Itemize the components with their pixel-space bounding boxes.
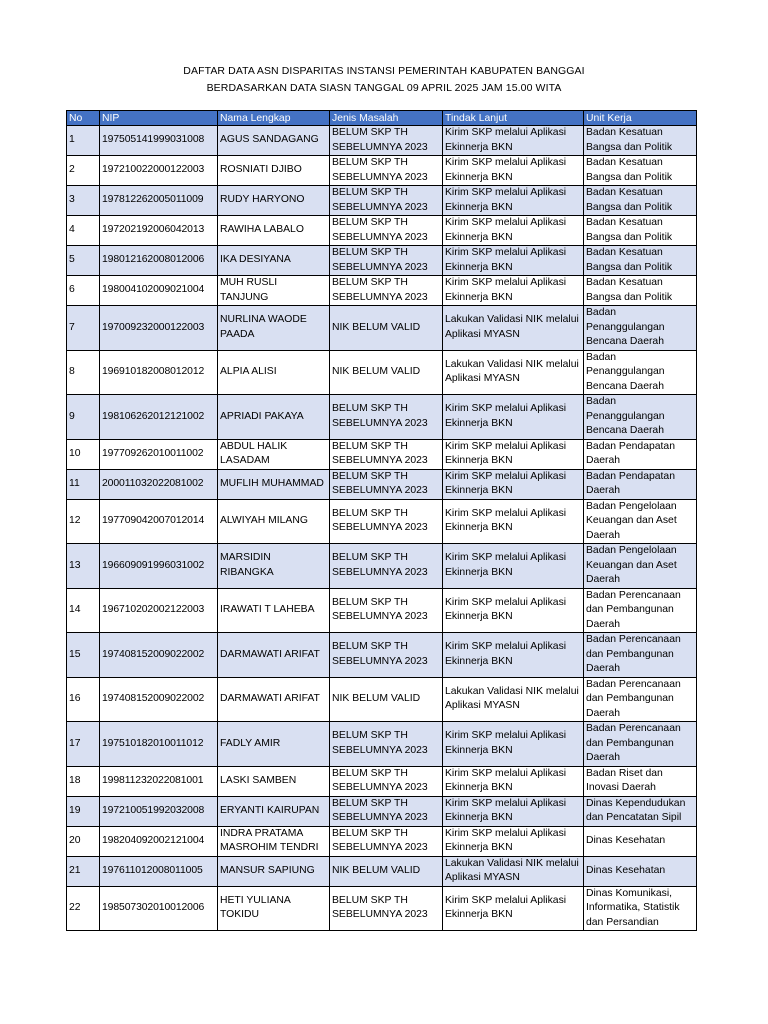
cell-nip: 197812262005011009 xyxy=(100,186,218,216)
cell-nama-lengkap: AGUS SANDAGANG xyxy=(218,126,330,156)
cell-unit-kerja: Badan Kesatuan Bangsa dan Politik xyxy=(584,126,697,156)
cell-unit-kerja: Badan Riset dan Inovasi Daerah xyxy=(584,766,697,796)
document-title xyxy=(0,63,768,97)
cell-nama-lengkap: IRAWATI T LAHEBA xyxy=(218,588,330,633)
cell-nip: 198507302010012006 xyxy=(100,886,218,931)
cell-tindak-lanjut: Kirim SKP melalui Aplikasi Ekinnerja BKN xyxy=(443,276,584,306)
table-row xyxy=(67,856,697,886)
table-row xyxy=(67,469,697,499)
cell-nama-lengkap: MUFLIH MUHAMMAD xyxy=(218,469,330,499)
cell-tindak-lanjut: Kirim SKP melalui Aplikasi Ekinnerja BKN xyxy=(443,633,584,678)
cell-jenis-masalah: BELUM SKP TH SEBELUMNYA 2023 xyxy=(330,722,443,767)
cell-nip: 198204092002121004 xyxy=(100,826,218,856)
cell-no: 12 xyxy=(67,499,100,544)
cell-nama-lengkap: ALWIYAH MILANG xyxy=(218,499,330,544)
cell-tindak-lanjut: Kirim SKP melalui Aplikasi Ekinnerja BKN xyxy=(443,886,584,931)
cell-nip: 197505141999031008 xyxy=(100,126,218,156)
cell-unit-kerja: Badan Perencanaan dan Pembangunan Daerah xyxy=(584,633,697,678)
cell-tindak-lanjut: Kirim SKP melalui Aplikasi Ekinnerja BKN xyxy=(443,395,584,440)
cell-nip: 200011032022081002 xyxy=(100,469,218,499)
cell-unit-kerja: Badan Pendapatan Daerah xyxy=(584,439,697,469)
header-unit-kerja: Unit Kerja xyxy=(584,111,697,126)
cell-unit-kerja: Badan Penanggulangan Bencana Daerah xyxy=(584,350,697,395)
cell-nip: 197009232000122003 xyxy=(100,306,218,351)
table-row xyxy=(67,766,697,796)
cell-unit-kerja: Badan Perencanaan dan Pembangunan Daerah xyxy=(584,722,697,767)
table-row xyxy=(67,588,697,633)
cell-nama-lengkap: MANSUR SAPIUNG xyxy=(218,856,330,886)
cell-jenis-masalah: BELUM SKP TH SEBELUMNYA 2023 xyxy=(330,126,443,156)
cell-jenis-masalah: NIK BELUM VALID xyxy=(330,677,443,722)
cell-no: 8 xyxy=(67,350,100,395)
cell-no: 20 xyxy=(67,826,100,856)
table-row xyxy=(67,156,697,186)
cell-nip: 197202192006042013 xyxy=(100,216,218,246)
cell-nip: 199811232022081001 xyxy=(100,766,218,796)
cell-no: 3 xyxy=(67,186,100,216)
cell-tindak-lanjut: Kirim SKP melalui Aplikasi Ekinnerja BKN xyxy=(443,544,584,589)
table-row xyxy=(67,722,697,767)
cell-no: 17 xyxy=(67,722,100,767)
cell-no: 6 xyxy=(67,276,100,306)
cell-nama-lengkap: RAWIHA LABALO xyxy=(218,216,330,246)
cell-nama-lengkap: ALPIA ALISI xyxy=(218,350,330,395)
header-jenis-masalah: Jenis Masalah xyxy=(330,111,443,126)
cell-jenis-masalah: BELUM SKP TH SEBELUMNYA 2023 xyxy=(330,186,443,216)
table-row xyxy=(67,677,697,722)
table-row xyxy=(67,186,697,216)
cell-nama-lengkap: ABDUL HALIK LASADAM xyxy=(218,439,330,469)
table-row xyxy=(67,796,697,826)
cell-nama-lengkap: MARSIDIN RIBANGKA xyxy=(218,544,330,589)
cell-jenis-masalah: BELUM SKP TH SEBELUMNYA 2023 xyxy=(330,826,443,856)
cell-nama-lengkap: HETI YULIANA TOKIDU xyxy=(218,886,330,931)
table-row xyxy=(67,439,697,469)
cell-nip: 197210022000122003 xyxy=(100,156,218,186)
cell-nip: 197611012008011005 xyxy=(100,856,218,886)
cell-no: 1 xyxy=(67,126,100,156)
cell-unit-kerja: Badan Pengelolaan Keuangan dan Aset Daerah xyxy=(584,544,697,589)
cell-unit-kerja: Badan Kesatuan Bangsa dan Politik xyxy=(584,246,697,276)
cell-jenis-masalah: BELUM SKP TH SEBELUMNYA 2023 xyxy=(330,276,443,306)
cell-tindak-lanjut: Kirim SKP melalui Aplikasi Ekinnerja BKN xyxy=(443,588,584,633)
cell-nama-lengkap: MUH RUSLI TANJUNG xyxy=(218,276,330,306)
cell-no: 10 xyxy=(67,439,100,469)
cell-jenis-masalah: BELUM SKP TH SEBELUMNYA 2023 xyxy=(330,588,443,633)
cell-tindak-lanjut: Kirim SKP melalui Aplikasi Ekinnerja BKN xyxy=(443,766,584,796)
cell-no: 22 xyxy=(67,886,100,931)
cell-nip: 197408152009022002 xyxy=(100,633,218,678)
cell-unit-kerja: Badan Kesatuan Bangsa dan Politik xyxy=(584,186,697,216)
cell-nip: 197510182010011012 xyxy=(100,722,218,767)
cell-tindak-lanjut: Kirim SKP melalui Aplikasi Ekinnerja BKN xyxy=(443,216,584,246)
cell-unit-kerja: Dinas Komunikasi, Informatika, Statistik dan Persandian xyxy=(584,886,697,931)
cell-jenis-masalah: NIK BELUM VALID xyxy=(330,306,443,351)
title-line-2: BERDASARKAN DATA SIASN TANGGAL 09 APRIL 2025 JAM 15.00 WITA xyxy=(206,82,562,94)
cell-nama-lengkap: DARMAWATI ARIFAT xyxy=(218,677,330,722)
cell-jenis-masalah: BELUM SKP TH SEBELUMNYA 2023 xyxy=(330,216,443,246)
cell-jenis-masalah: BELUM SKP TH SEBELUMNYA 2023 xyxy=(330,886,443,931)
cell-no: 21 xyxy=(67,856,100,886)
cell-tindak-lanjut: Kirim SKP melalui Aplikasi Ekinnerja BKN xyxy=(443,439,584,469)
cell-nama-lengkap: INDRA PRATAMA MASROHIM TENDRI xyxy=(218,826,330,856)
cell-jenis-masalah: BELUM SKP TH SEBELUMNYA 2023 xyxy=(330,544,443,589)
cell-nip: 198012162008012006 xyxy=(100,246,218,276)
table-row xyxy=(67,276,697,306)
cell-unit-kerja: Badan Perencanaan dan Pembangunan Daerah xyxy=(584,677,697,722)
cell-tindak-lanjut: Kirim SKP melalui Aplikasi Ekinnerja BKN xyxy=(443,469,584,499)
table-row xyxy=(67,633,697,678)
cell-tindak-lanjut: Kirim SKP melalui Aplikasi Ekinnerja BKN xyxy=(443,722,584,767)
cell-no: 16 xyxy=(67,677,100,722)
cell-nip: 197709042007012014 xyxy=(100,499,218,544)
header-no: No xyxy=(67,111,100,126)
cell-tindak-lanjut: Lakukan Validasi NIK melalui Aplikasi MYASN xyxy=(443,677,584,722)
cell-unit-kerja: Badan Kesatuan Bangsa dan Politik xyxy=(584,156,697,186)
cell-no: 19 xyxy=(67,796,100,826)
table-row xyxy=(67,544,697,589)
header-nama-lengkap: Nama Lengkap xyxy=(218,111,330,126)
cell-tindak-lanjut: Lakukan Validasi NIK melalui Aplikasi MYASN xyxy=(443,856,584,886)
cell-tindak-lanjut: Lakukan Validasi NIK melalui Aplikasi MYASN xyxy=(443,306,584,351)
table-row xyxy=(67,395,697,440)
table-body xyxy=(67,126,697,931)
cell-jenis-masalah: NIK BELUM VALID xyxy=(330,350,443,395)
table-row xyxy=(67,826,697,856)
cell-nama-lengkap: FADLY AMIR xyxy=(218,722,330,767)
cell-no: 4 xyxy=(67,216,100,246)
cell-nip: 196910182008012012 xyxy=(100,350,218,395)
cell-nip: 196609091996031002 xyxy=(100,544,218,589)
table-row xyxy=(67,246,697,276)
cell-no: 2 xyxy=(67,156,100,186)
cell-tindak-lanjut: Kirim SKP melalui Aplikasi Ekinnerja BKN xyxy=(443,796,584,826)
cell-no: 14 xyxy=(67,588,100,633)
cell-nip: 198004102009021004 xyxy=(100,276,218,306)
cell-nama-lengkap: ROSNIATI DJIBO xyxy=(218,156,330,186)
cell-no: 9 xyxy=(67,395,100,440)
table-row xyxy=(67,216,697,246)
table-header-row xyxy=(67,111,697,126)
cell-tindak-lanjut: Kirim SKP melalui Aplikasi Ekinnerja BKN xyxy=(443,156,584,186)
table-row xyxy=(67,499,697,544)
cell-unit-kerja: Dinas Kesehatan xyxy=(584,856,697,886)
cell-nip: 197408152009022002 xyxy=(100,677,218,722)
cell-no: 13 xyxy=(67,544,100,589)
cell-nama-lengkap: IKA DESIYANA xyxy=(218,246,330,276)
cell-unit-kerja: Badan Pengelolaan Keuangan dan Aset Daerah xyxy=(584,499,697,544)
cell-jenis-masalah: BELUM SKP TH SEBELUMNYA 2023 xyxy=(330,246,443,276)
table-row xyxy=(67,126,697,156)
cell-unit-kerja: Dinas Kependudukan dan Pencatatan Sipil xyxy=(584,796,697,826)
cell-nip: 197210051992032008 xyxy=(100,796,218,826)
cell-unit-kerja: Badan Penanggulangan Bencana Daerah xyxy=(584,395,697,440)
cell-no: 7 xyxy=(67,306,100,351)
cell-no: 11 xyxy=(67,469,100,499)
cell-jenis-masalah: BELUM SKP TH SEBELUMNYA 2023 xyxy=(330,766,443,796)
cell-no: 5 xyxy=(67,246,100,276)
cell-nama-lengkap: RUDY HARYONO xyxy=(218,186,330,216)
cell-nip: 198106262012121002 xyxy=(100,395,218,440)
cell-jenis-masalah: NIK BELUM VALID xyxy=(330,856,443,886)
cell-nama-lengkap: DARMAWATI ARIFAT xyxy=(218,633,330,678)
table-row xyxy=(67,306,697,351)
cell-nip: 197709262010011002 xyxy=(100,439,218,469)
cell-nip: 196710202002122003 xyxy=(100,588,218,633)
cell-unit-kerja: Badan Kesatuan Bangsa dan Politik xyxy=(584,276,697,306)
cell-nama-lengkap: ERYANTI KAIRUPAN xyxy=(218,796,330,826)
cell-unit-kerja: Badan Perencanaan dan Pembangunan Daerah xyxy=(584,588,697,633)
cell-nama-lengkap: LASKI SAMBEN xyxy=(218,766,330,796)
header-nip: NIP xyxy=(100,111,218,126)
cell-unit-kerja: Badan Penanggulangan Bencana Daerah xyxy=(584,306,697,351)
cell-no: 18 xyxy=(67,766,100,796)
cell-tindak-lanjut: Kirim SKP melalui Aplikasi Ekinnerja BKN xyxy=(443,826,584,856)
cell-tindak-lanjut: Kirim SKP melalui Aplikasi Ekinnerja BKN xyxy=(443,186,584,216)
cell-unit-kerja: Dinas Kesehatan xyxy=(584,826,697,856)
table-row xyxy=(67,886,697,931)
title-line-1: DAFTAR DATA ASN DISPARITAS INSTANSI PEMERINTAH KABUPATEN BANGGAI xyxy=(183,65,585,77)
cell-tindak-lanjut: Kirim SKP melalui Aplikasi Ekinnerja BKN xyxy=(443,246,584,276)
cell-jenis-masalah: BELUM SKP TH SEBELUMNYA 2023 xyxy=(330,796,443,826)
cell-tindak-lanjut: Lakukan Validasi NIK melalui Aplikasi MYASN xyxy=(443,350,584,395)
cell-jenis-masalah: BELUM SKP TH SEBELUMNYA 2023 xyxy=(330,395,443,440)
cell-jenis-masalah: BELUM SKP TH SEBELUMNYA 2023 xyxy=(330,439,443,469)
cell-jenis-masalah: BELUM SKP TH SEBELUMNYA 2023 xyxy=(330,499,443,544)
header-tindak-lanjut: Tindak Lanjut xyxy=(443,111,584,126)
cell-jenis-masalah: BELUM SKP TH SEBELUMNYA 2023 xyxy=(330,156,443,186)
cell-unit-kerja: Badan Pendapatan Daerah xyxy=(584,469,697,499)
cell-unit-kerja: Badan Kesatuan Bangsa dan Politik xyxy=(584,216,697,246)
table-row xyxy=(67,350,697,395)
cell-jenis-masalah: BELUM SKP TH SEBELUMNYA 2023 xyxy=(330,633,443,678)
cell-no: 15 xyxy=(67,633,100,678)
cell-nama-lengkap: APRIADI PAKAYA xyxy=(218,395,330,440)
cell-jenis-masalah: BELUM SKP TH SEBELUMNYA 2023 xyxy=(330,469,443,499)
cell-tindak-lanjut: Kirim SKP melalui Aplikasi Ekinnerja BKN xyxy=(443,126,584,156)
cell-nama-lengkap: NURLINA WAODE PAADA xyxy=(218,306,330,351)
asn-data-table xyxy=(66,110,697,931)
cell-tindak-lanjut: Kirim SKP melalui Aplikasi Ekinnerja BKN xyxy=(443,499,584,544)
